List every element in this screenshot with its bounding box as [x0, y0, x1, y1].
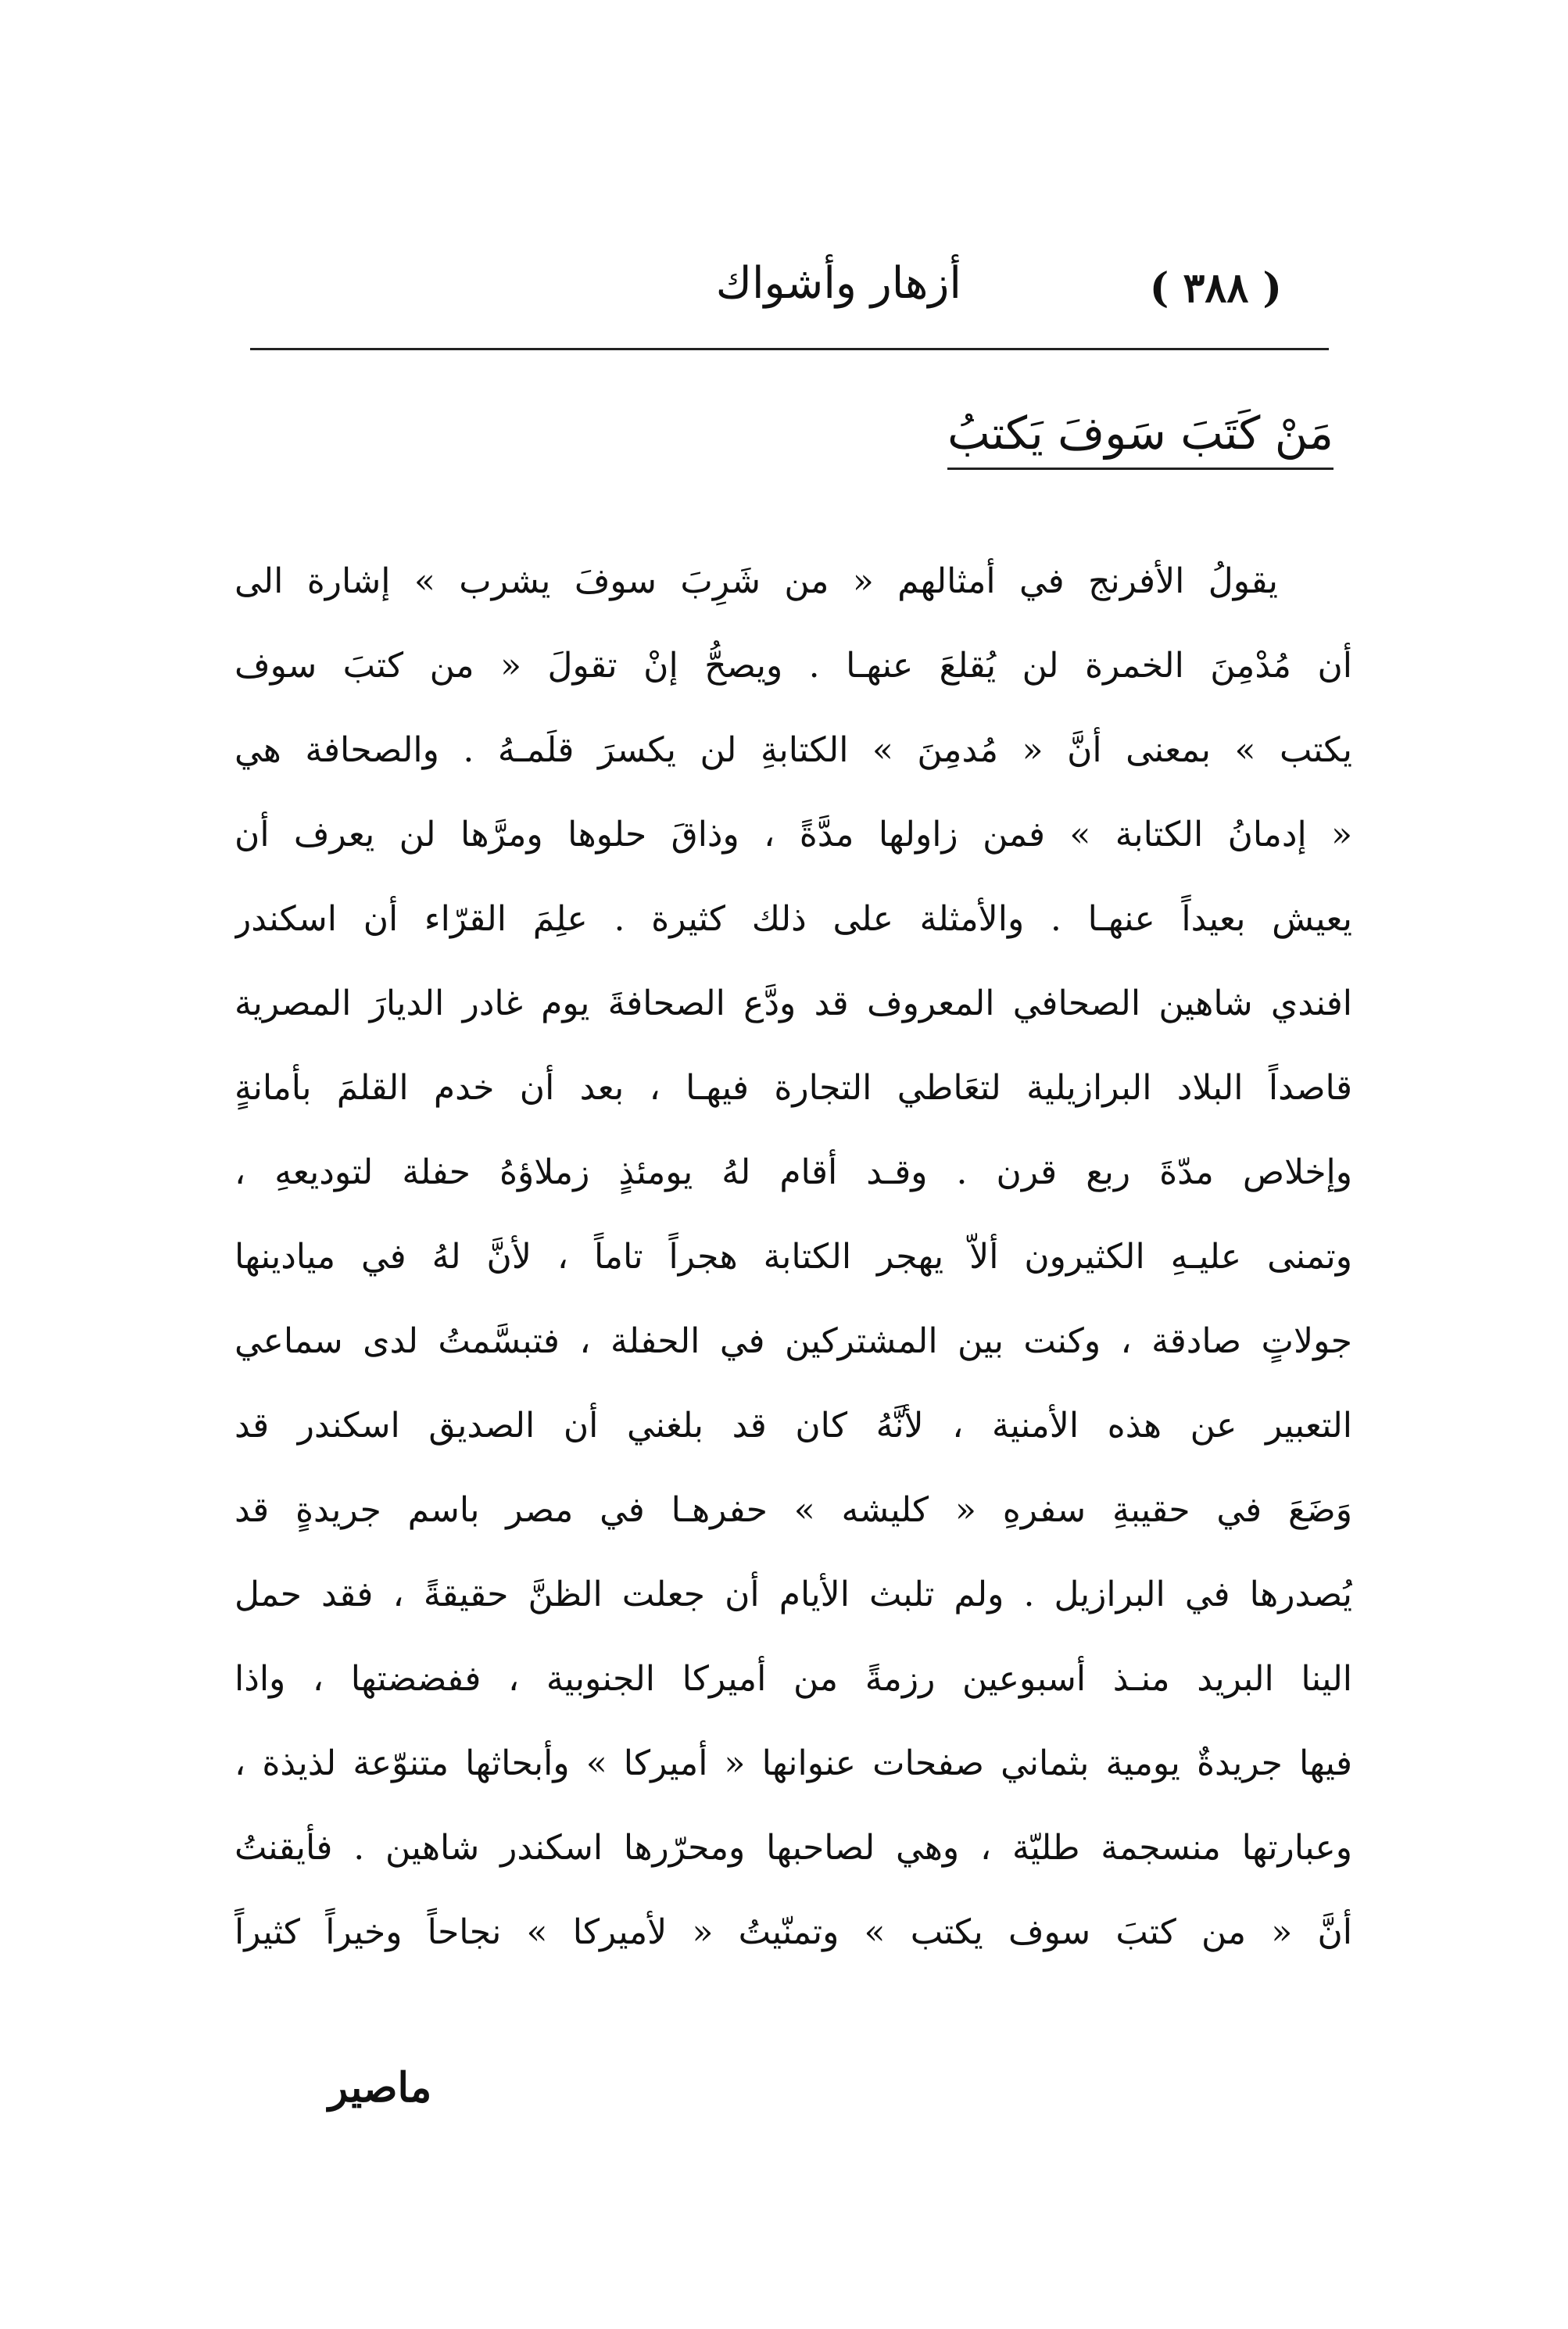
body-line: فيها جريدةٌ يومية بثماني صفحات عنوانها « أميركا » وأبحاثها متنوّعة لذيذة ، — [234, 1743, 1352, 1783]
body-line: التعبير عن هذه الأمنية ، لأنَّهُ كان قد بلغني أن الصديق اسكندر قد — [234, 1406, 1352, 1446]
body-line: وعبارتها منسجمة طليّة ، وهي لصاحبها ومحرّرها اسكندر شاهين . فأيقنتُ — [234, 1828, 1352, 1868]
body-line: أنَّ « من كتبَ سوف يكتب » وتمنّيتُ « لأميركا » نجاحاً وخيراً كثيراً — [234, 1912, 1352, 1952]
body-line: وإخلاص مدّةَ ربع قرن . وقـد أقام لهُ يومئذٍ زملاؤهُ حفلة لتوديعهِ ، — [234, 1152, 1352, 1192]
body-line: الينا البريد منـذ أسبوعين رزمةً من أميركا الجنوبية ، ففضضتها ، واذا — [234, 1659, 1352, 1699]
page-number: ( ٣٨٨ ) — [1149, 264, 1282, 312]
body-line: قاصداً البلاد البرازيلية لتعَاطي التجارة فيهـا ، بعد أن خدم القلمَ بأمانةٍ — [234, 1068, 1352, 1108]
body-line: وَضَعَ في حقيبةِ سفرهِ « كليشه » حفرهـا في مصر باسم جريدةٍ قد — [234, 1490, 1352, 1530]
running-title: أزهار وأشواك — [715, 258, 961, 309]
body-line: وتمنى عليـهِ الكثيرون ألاّ يهجر الكتابة هجراً تاماً ، لأنَّ لهُ في ميادينها — [234, 1237, 1352, 1277]
body-text — [234, 539, 1352, 1975]
body-line: يكتب » بمعنى أنَّ « مُدمِنَ » الكتابةِ لن يكسرَ قلَمـهُ . والصحافة هي — [234, 730, 1352, 770]
catchword: ماصير — [328, 2064, 432, 2112]
body-line: افندي شاهين الصحافي المعروف قد ودَّع الصحافةَ يوم غادر الديارَ المصرية — [234, 984, 1352, 1023]
body-line: أن مُدْمِنَ الخمرة لن يُقلعَ عنهـا . ويصحُّ إنْ تقولَ « من كتبَ سوف — [234, 646, 1352, 686]
body-line: « إدمانُ الكتابة » فمن زاولها مدَّةً ، وذاقَ حلوها ومرَّها لن يعرف أن — [234, 815, 1352, 855]
section-title: مَنْ كَتَبَ سَوفَ يَكتبُ — [947, 407, 1334, 470]
body-line: جولاتٍ صادقة ، وكنت بين المشتركين في الحفلة ، فتبسَّمتُ لدى سماعي — [234, 1321, 1352, 1361]
page-header — [250, 235, 1329, 336]
body-line: يُصدرها في البرازيل . ولم تلبث الأيام أن جعلت الظنَّ حقيقةً ، فقد حمل — [234, 1575, 1352, 1614]
body-line: يقولُ الأفرنج في أمثالهم « من شَرِبَ سوفَ يشرب » إشارة الى — [234, 561, 1278, 601]
body-line: يعيش بعيداً عنهـا . والأمثلة على ذلك كثيرة . علِمَ القرّاء أن اسكندر — [234, 899, 1352, 939]
header-rule — [250, 348, 1329, 350]
